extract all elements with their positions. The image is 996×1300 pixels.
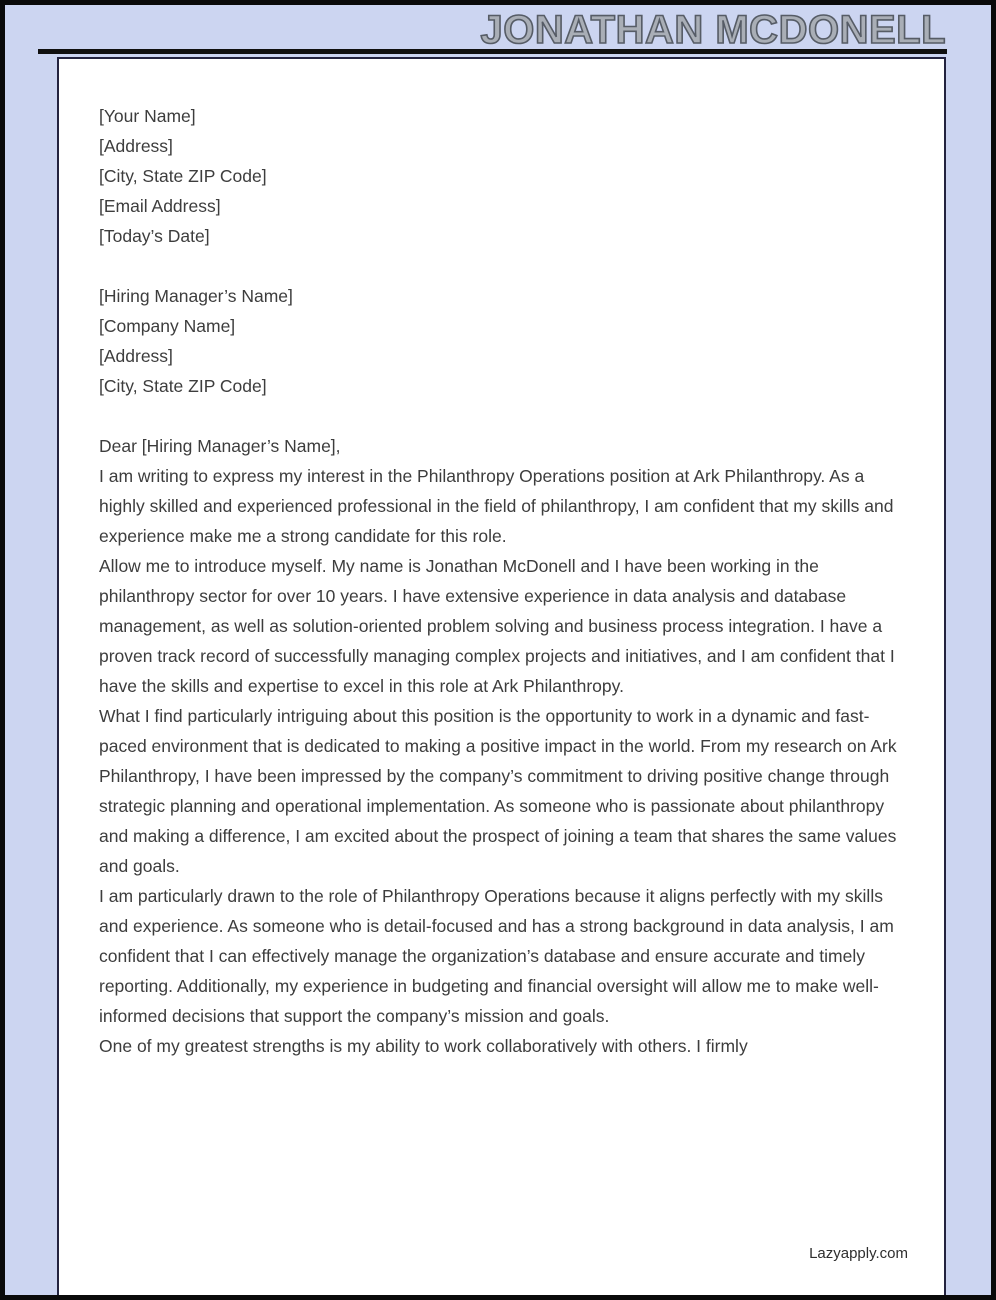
recipient-name-line: [Hiring Manager’s Name] <box>99 286 293 306</box>
sender-address-line: [Address] <box>99 136 173 156</box>
sender-email-line: [Email Address] <box>99 196 221 216</box>
letter-body <box>99 101 898 1061</box>
recipient-company-line: [Company Name] <box>99 316 236 336</box>
paragraph-introduction-self: Allow me to introduce myself. My name is Jonathan McDonell and I have been working in the philanthropy sector for over 10 years. I have extensive experience in data analysis and database management, as well as solution-oriented problem solving and business process integration. I have a proven track record of successfully managing complex projects and initiatives, and I am confident that I have the skills and expertise to excel in this role at Ark Philanthropy. <box>99 556 895 696</box>
cover-letter-document <box>57 57 946 1300</box>
recipient-city-line: [City, State ZIP Code] <box>99 376 267 396</box>
sender-block <box>99 101 898 251</box>
paragraph-strengths-truncated: One of my greatest strengths is my ability to work collaboratively with others. I firmly <box>99 1036 748 1056</box>
paragraph-intro: I am writing to express my interest in the Philanthropy Operations position at Ark Philanthropy. As a highly skilled and experienced professional in the field of philanthropy, I am confident that my skills and experience make me a strong candidate for this role. <box>99 466 894 546</box>
recipient-block <box>99 281 898 401</box>
recipient-address-line: [Address] <box>99 346 173 366</box>
paragraph-motivation: What I find particularly intriguing about this position is the opportunity to work in a dynamic and fast-paced environment that is dedicated to making a positive impact in the world. From my research on Ark Philanthropy, I have been impressed by the company’s commitment to driving positive change through strategic planning and operational implementation. As someone who is passionate about philanthropy and making a difference, I am excited about the prospect of joining a team that shares the same values and goals. <box>99 706 897 876</box>
watermark-lazyapply: Lazyapply.com <box>809 1245 908 1262</box>
sender-date-line: [Today’s Date] <box>99 226 210 246</box>
sender-name-line: [Your Name] <box>99 106 196 126</box>
paragraph-role-fit: I am particularly drawn to the role of Philanthropy Operations because it aligns perfectly with my skills and experience. As someone who is detail-focused and has a strong background in data analysis, I am confident that I can effectively manage the organization’s database and ensure accurate and timely reporting. Additionally, my experience in budgeting and financial oversight will allow me to make well-informed decisions that support the company’s mission and goals. <box>99 886 894 1026</box>
salutation: Dear [Hiring Manager’s Name], <box>99 436 341 456</box>
sender-city-line: [City, State ZIP Code] <box>99 166 267 186</box>
header-name: JONATHAN MCDONELL <box>480 8 946 52</box>
